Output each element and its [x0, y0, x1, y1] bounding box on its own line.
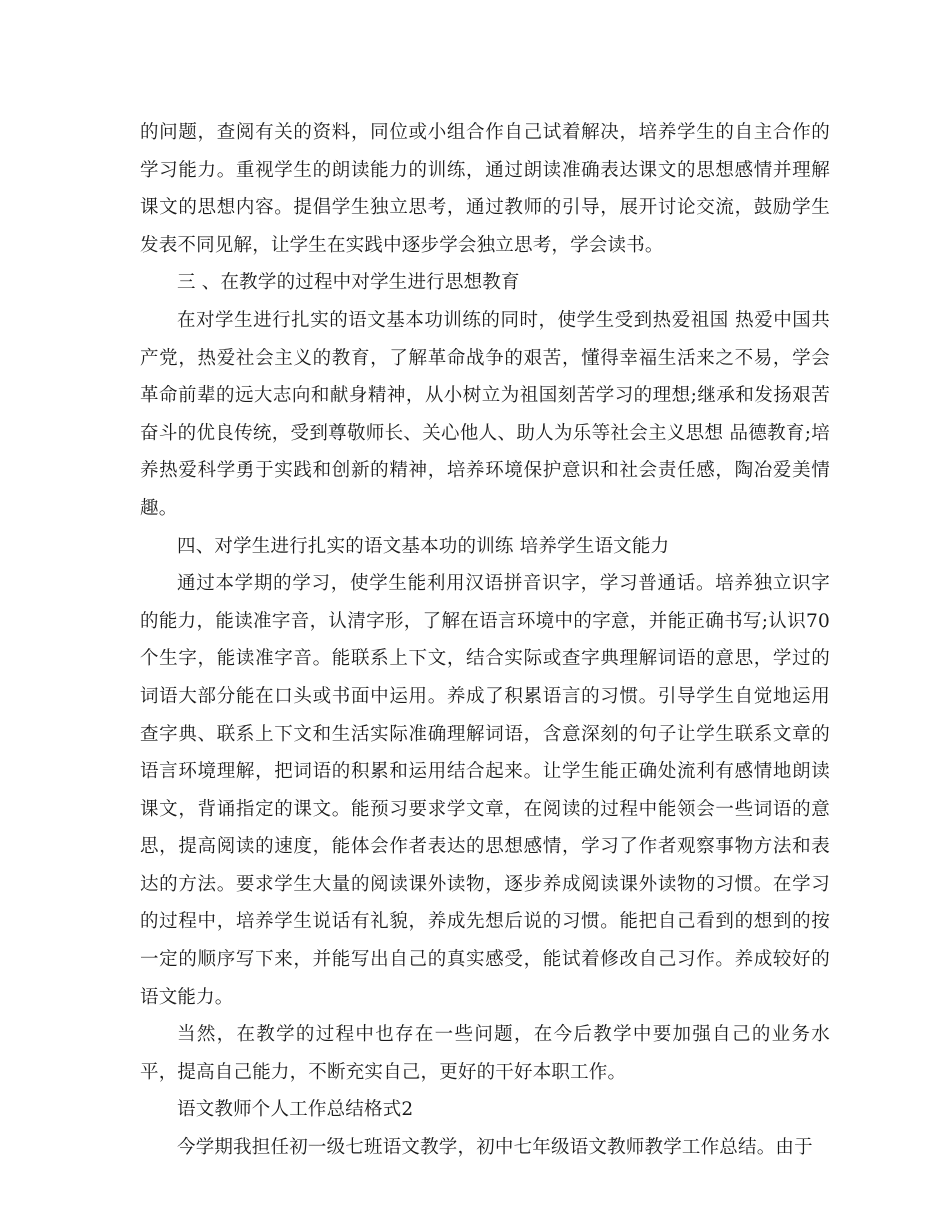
section-heading-3: 三 、在教学的过程中对学生进行思想教育	[177, 272, 520, 294]
paragraph-conclusion: 当然，在教学的过程中也存在一些问题，在今后教学中要加强自己的业务水平，提高自己能力，不断充实自己，更好的干好本职工作。	[140, 1024, 830, 1083]
document-body	[140, 114, 830, 1167]
paragraph-continuation: 的问题，查阅有关的资料，同位或小组合作自己试着解决，培养学生的自主合作的学习能力。重视学生的朗读能力的训练，通过朗读准确表达课文的思想感情并理解课文的思想内容。提倡学生独立思考，通过教师的引导，展开讨论交流，鼓励学生发表不同见解，让学生在实践中逐步学会独立思考，学会读书。	[140, 122, 830, 256]
summary-format-title: 语文教师个人工作总结格式2	[177, 1099, 414, 1121]
section-heading-4: 四、对学生进行扎实的语文基本功的训练 培养学生语文能力	[177, 535, 670, 557]
paragraph-language-skills: 通过本学期的学习，使学生能利用汉语拼音识字，学习普通话。培养独立识字的能力，能读准字音，认清字形，了解在语言环境中的字意，并能正确书写;认识70个生字，能读准字音。能联系上下文，结合实际或查字典理解词语的意思，学过的词语大部分能在口头或书面中运用。养成了积累语言的习惯。引导学生自觉地运用查字典、联系上下文和生活实际准确理解词语，含意深刻的句子让学生联系文章的语言环境理解，把词语的积累和运用结合起来。让学生能正确处流利有感情地朗读课文，背诵指定的课文。能预习要求学文章，在阅读的过程中能领会一些词语的意思，提高阅读的速度，能体会作者表达的思想感情，学习了作者观察事物方法和表达的方法。要求学生大量的阅读课外读物，逐步养成阅读课外读物的习惯。在学习的过程中，培养学生说话有礼貌，养成先想后说的习惯。能把自己看到的想到的按一定的顺序写下来，并能写出自己的真实感受，能试着修改自己习作。养成较好的语文能力。	[140, 573, 830, 1008]
paragraph-ideological-education: 在对学生进行扎实的语文基本功训练的同时，使学生受到热爱祖国 热爱中国共产党，热爱社会主义的教育，了解革命战争的艰苦，懂得幸福生活来之不易，学会革命前辈的远大志向和献身精神，从小树立为祖国刻苦学习的理想;继承和发扬艰苦奋斗的优良传统，受到尊敬师长、关心他人、助人为乐等社会主义思想 品德教育;培养热爱科学勇于实践和创新的精神，培养环境保护意识和社会责任感，陶冶爱美情趣。	[140, 309, 830, 519]
paragraph-second-summary-start: 今学期我担任初一级七班语文教学，初中七年级语文教师教学工作总结。由于	[177, 1137, 813, 1159]
